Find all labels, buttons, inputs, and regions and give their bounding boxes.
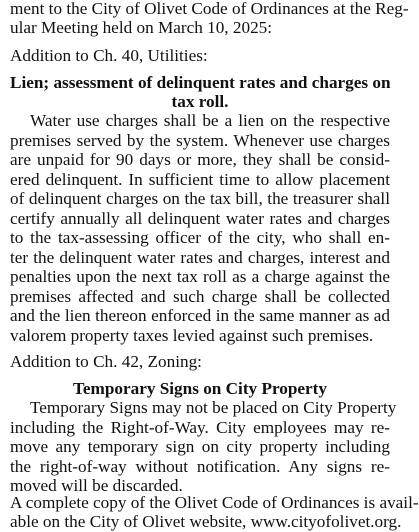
section2-body-line: including the Right-of-Way. City employees may re- bbox=[10, 418, 390, 437]
section2-addition-label: Addition to Ch. 42, Zoning: bbox=[10, 352, 202, 371]
section1-heading-line-1: Lien; assessment of delinquent rates and charges on bbox=[10, 73, 391, 92]
intro-line-1: ment to the City of Olivet Code of Ordinances at the Reg- bbox=[10, 0, 409, 18]
section2-body-line: the right-of-way without notification. Any signs re- bbox=[10, 457, 390, 476]
intro-line-2: ular Meeting held on March 10, 2025: bbox=[10, 18, 273, 37]
section1-heading-line-2: tax roll. bbox=[171, 92, 229, 111]
section2-heading: Temporary Signs on City Property bbox=[73, 379, 327, 398]
section1-body-line: and the lien thereon enforced in the same manner as ad bbox=[10, 306, 390, 325]
section1-body-line: of delinquent charges on the tax bill, the treasurer shall bbox=[10, 189, 390, 208]
section1-body-line: Water use charges shall be a lien on the respective bbox=[30, 111, 390, 130]
section2-body-line: Temporary Signs may not be placed on City Property bbox=[30, 398, 397, 417]
section1-body-line: premises affected and such charge shall be collected bbox=[10, 287, 390, 306]
section2-body-line: moved will be discarded. bbox=[10, 476, 183, 495]
section1-body-line: ter the delinquent water rates and charges, interest and bbox=[10, 248, 390, 267]
section1-addition-label: Addition to Ch. 40, Utilities: bbox=[10, 46, 208, 65]
section1-body-line: are unpaid for 90 days or more, they shall be consid- bbox=[10, 150, 390, 169]
section1-body-line: ered delinquent. In sufficient time to allow placement bbox=[10, 170, 390, 189]
section2-body-line: move any temporary sign on city property including bbox=[10, 437, 390, 456]
section1-body-line: premises served by the system. Whenever use charges bbox=[10, 131, 390, 150]
section1-body-line: valorem property taxes levied against such premises. bbox=[10, 326, 374, 345]
closing-line-1: A complete copy of the Olivet Code of Ordinances is avail- bbox=[10, 493, 419, 512]
section1-body-line: penalties upon the next tax roll as a charge against the bbox=[10, 267, 390, 286]
section1-body-line: to the tax-assessing officer of the city, who shall en- bbox=[10, 228, 390, 247]
closing-line-2: able on the City of Olivet website, www.cityofolivet.org. bbox=[10, 512, 402, 531]
section1-body-line: certify annually all delinquent water rates and charges bbox=[10, 209, 390, 228]
